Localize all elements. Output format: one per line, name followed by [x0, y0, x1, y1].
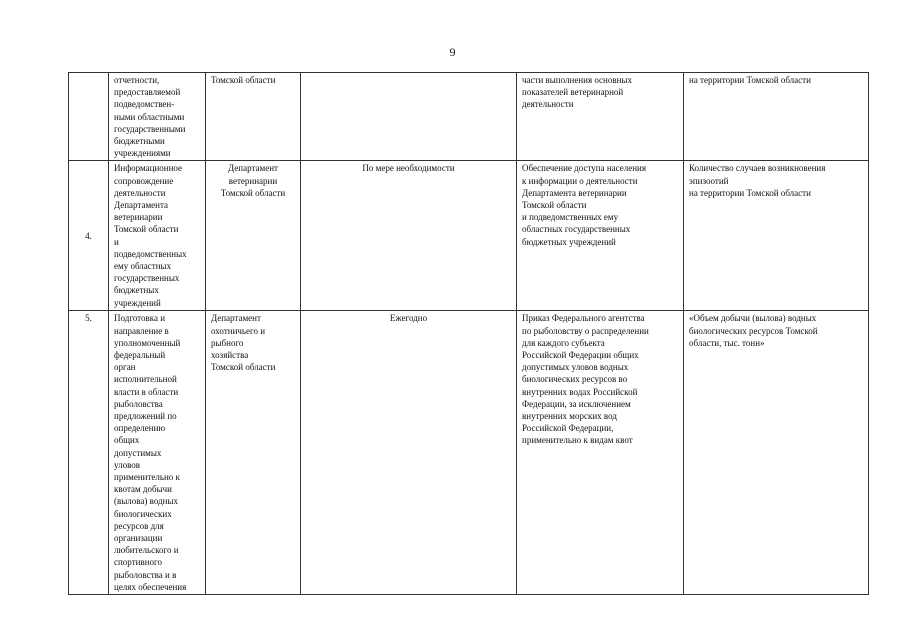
executor-text: Департамент ветеринарии Томской области — [220, 163, 286, 198]
action-text: Информационное сопровождение деятельности Департамента ветеринарии Томской области и подведомственных ему областных государственных бюджетных учреждений — [114, 163, 187, 308]
table-row — [69, 161, 869, 311]
row-number: 4. — [69, 161, 109, 311]
indicator-text: Количество случаев возникновения эпизоотий на территории Томской области — [689, 163, 826, 198]
indicator-text: на территории Томской области — [689, 75, 811, 85]
row-number: 5. — [69, 311, 109, 595]
result-text: части выполнения основных показателей ветеринарной деятельности — [522, 75, 632, 110]
action-text: отчетности, предоставляемой подведомствен- ными областными государственными бюджетными учреждениями — [114, 75, 186, 159]
result-cell — [517, 161, 684, 311]
result-cell — [517, 311, 684, 595]
action-plan-table — [68, 72, 869, 595]
result-text: Обеспечение доступа населения к информации о деятельности Департамента ветеринарии Томской области и подведомственных ему областных государственных бюджетных учреждений — [522, 163, 647, 247]
indicator-cell — [684, 311, 869, 595]
page-number: 9 — [449, 45, 456, 59]
executor-cell — [206, 73, 301, 161]
action-cell — [109, 311, 206, 595]
indicator-cell — [684, 73, 869, 161]
action-cell — [109, 161, 206, 311]
result-cell — [517, 73, 684, 161]
indicator-cell — [684, 161, 869, 311]
term-cell — [301, 73, 517, 161]
action-text: Подготовка и направление в уполномоченный федеральный орган исполнительной власти в области рыболовства предложений по определению общих допустимых уловов применительно к квотам добычи (вылова) водных биологических ресурсов для организации любительского и спортивного рыболовства и в целях обеспечения — [114, 313, 187, 592]
term-text: По мере необходимости — [362, 163, 455, 174]
result-text: Приказ Федерального агентства по рыболовству о распределении для каждого субъекта Российской Федерации общих допустимых уловов водных биологических ресурсов во внутренних водах Российской Федерации, за исключением внутренних морских вод Российской Федерации, применительно к видам квот — [522, 313, 649, 446]
executor-cell — [206, 161, 301, 311]
executor-text: Томской области — [211, 75, 276, 85]
action-cell — [109, 73, 206, 161]
term-text: Ежегодно — [389, 313, 428, 324]
indicator-text: «Объем добычи (вылова) водных биологических ресурсов Томской области, тыс. тонн» — [689, 313, 818, 348]
term-cell — [301, 311, 517, 595]
executor-cell — [206, 311, 301, 595]
row-number — [69, 73, 109, 161]
table-row — [69, 311, 869, 595]
term-cell — [301, 161, 517, 311]
executor-text: Департамент охотничьего и рыбного хозяйства Томской области — [211, 313, 276, 373]
table-row — [69, 73, 869, 161]
